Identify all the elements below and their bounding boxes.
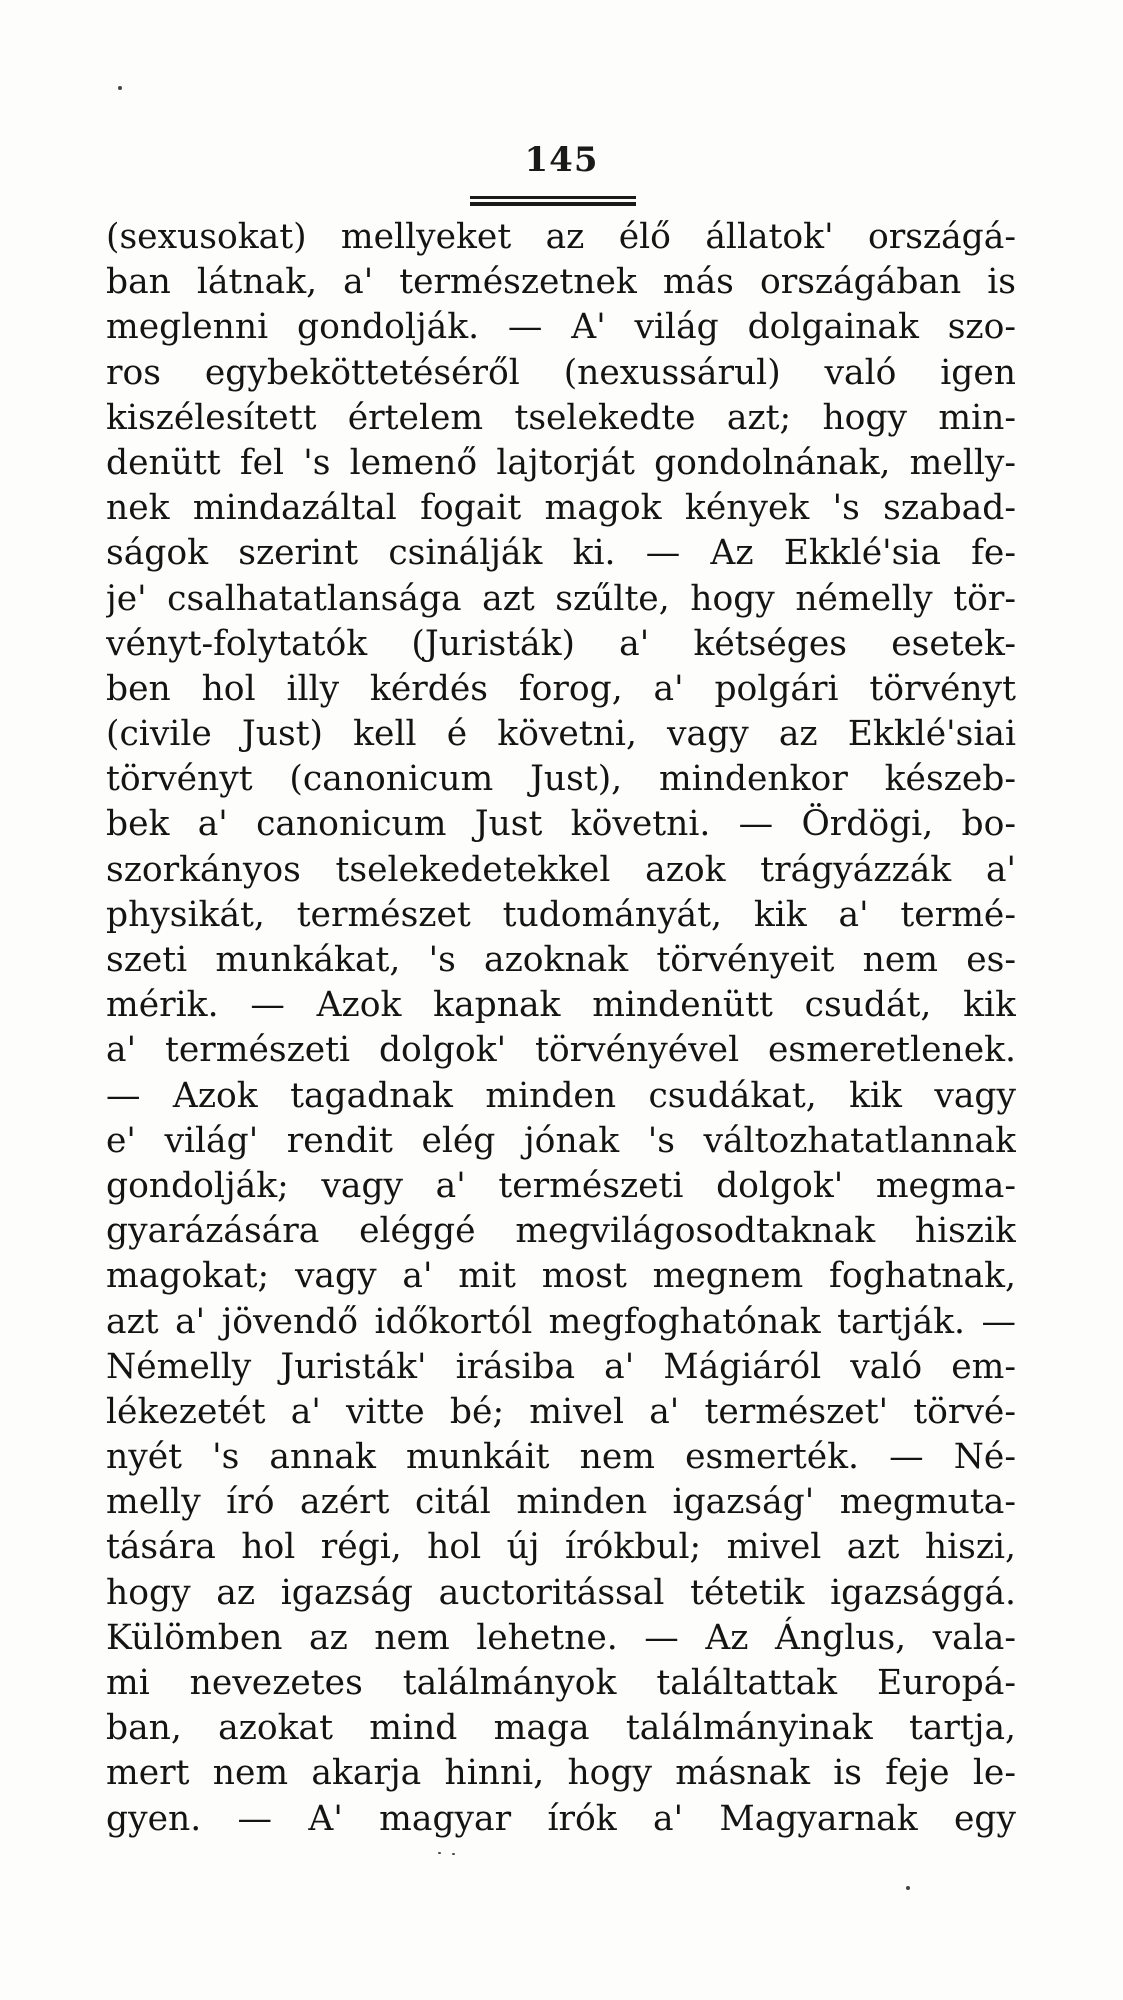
text-line: — Azok tagadnak minden csudákat, kik vagy [106,1075,1016,1116]
text-line: vényt-folytatók (Juristák) a' kétséges esetek- [106,623,1016,664]
text-line: (sexusokat) mellyeket az élő állatok' országá- [106,217,1016,257]
text-line: kiszélesített értelem tselekedte azt; hogy min- [106,397,1016,438]
print-speck [118,86,122,90]
text-line: ben hol illy kérdés forog, a' polgári törvényt [106,668,1016,709]
text-line: törvényt (canonicum Just), mindenkor készeb- [106,759,1016,800]
print-speck [452,1853,455,1855]
text-line: Külömben az nem lehetne. — Az Ánglus, vala- [106,1617,1016,1658]
text-line: meglenni gondolják. — A' világ dolgainak szo- [106,307,1016,348]
text-line: ságok szerint csinálják ki. — Az Ekklé'sia fe- [106,533,1016,574]
text-line: physikát, természet tudományát, kik a' termé- [106,894,1016,935]
text-line: szorkányos tselekedetekkel azok trágyázzák a' [106,849,1016,890]
text-line: a' természeti dolgok' törvényével esmeretlenek. [106,1030,1016,1071]
text-line: azt a' jövendő időkortól megfoghatónak tartják. — [106,1301,1016,1342]
text-line: lékezetét a' vitte bé; mivel a' természet' törvé- [106,1391,1016,1432]
print-speck [438,1852,441,1854]
text-line: bek a' canonicum Just követni. — Ördögi, bo- [106,804,1016,845]
header-rule [470,196,636,206]
text-line: je' csalhatatlansága azt szűlte, hogy némelly tör- [106,578,1016,619]
text-line: nek mindazáltal fogait magok kények 's szabad- [106,488,1016,529]
text-line: tására hol régi, hol új írókbul; mivel azt hiszi, [106,1527,1016,1568]
text-line: mérik. — Azok kapnak mindenütt csudát, kik [106,985,1016,1026]
text-line: mert nem akarja hinni, hogy másnak is feje le- [106,1753,1016,1794]
text-line: Némelly Juristák' irásiba a' Mágiáról való em- [106,1346,1016,1387]
text-line: szeti munkákat, 's azoknak törvényeit nem es- [106,940,1016,980]
text-line: magokat; vagy a' mit most megnem foghatnak, [106,1256,1016,1297]
text-line: ban, azokat mind maga találmányinak tartja, [106,1708,1016,1749]
text-line: ros egybeköttetéséről (nexussárul) való igen [106,352,1016,393]
text-line: (civile Just) kell é követni, vagy az Ekklé'siai [106,714,1016,755]
body-text [106,215,1016,1842]
text-line: melly író azért citál minden igazság' megmuta- [106,1482,1016,1523]
text-line: mi nevezetes találmányok találtattak Europá- [106,1663,1016,1703]
text-line: gyarázására eléggé megvilágosodtaknak hiszik [106,1211,1016,1252]
text-line: gyen. — A' magyar írók a' Magyarnak egy [106,1798,1016,1839]
text-line: gondolják; vagy a' természeti dolgok' megma- [106,1165,1016,1206]
print-speck [906,1886,910,1890]
text-line: e' világ' rendit elég jónak 's változhatatlannak [106,1120,1016,1161]
text-line: denütt fel 's lemenő lajtorját gondolnának, melly- [106,442,1016,483]
text-line: nyét 's annak munkáit nem esmerték. — Né- [106,1437,1016,1478]
page-number: 145 [524,140,599,180]
text-line: hogy az igazság auctoritással tétetik igazsággá. [106,1572,1016,1613]
text-line: ban látnak, a' természetnek más országában is [106,262,1016,303]
